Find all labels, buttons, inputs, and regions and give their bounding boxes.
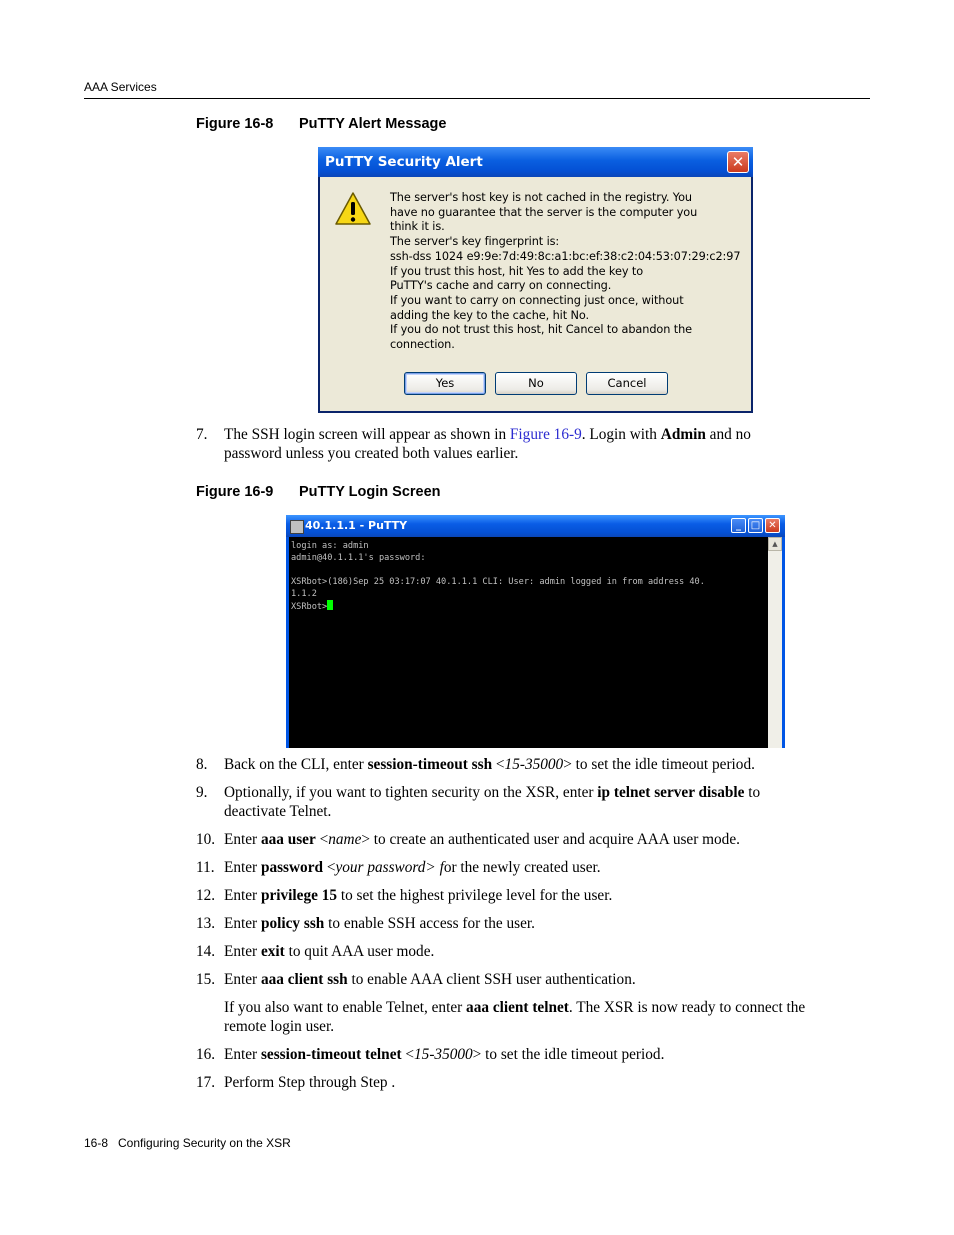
text-run: Enter — [224, 887, 261, 904]
step-number: 16. — [196, 1046, 216, 1063]
step-text — [224, 830, 740, 849]
terminal-prompt-line — [291, 600, 705, 613]
close-button[interactable]: ✕ — [765, 518, 780, 533]
terminal[interactable] — [289, 537, 768, 748]
message-line: If you want to carry on connecting just once, without — [390, 293, 684, 307]
text-run: > to set the idle timeout period. — [563, 756, 755, 773]
figure-8-caption — [196, 116, 446, 132]
text-run: < — [323, 859, 336, 876]
minimize-button[interactable]: _ — [731, 518, 746, 533]
message-line: If you do not trust this host, hit Cancel to abandon the — [390, 323, 692, 337]
step-number: 9. — [196, 784, 208, 801]
text-run: to — [744, 784, 761, 801]
alert-message — [390, 191, 740, 353]
message-line: adding the key to the cache, hit No. — [390, 308, 589, 322]
step-number: 17. — [196, 1074, 216, 1091]
putty-app-icon — [290, 520, 304, 534]
scroll-up-icon[interactable]: ▲ — [768, 537, 782, 551]
cursor — [327, 600, 333, 610]
text-run: Back on the CLI, enter — [224, 756, 368, 773]
terminal-output — [291, 540, 705, 613]
dialog-titlebar[interactable] — [318, 147, 753, 177]
step-text-line2: deactivate Telnet. — [224, 803, 332, 820]
header-section: AAA Services — [84, 80, 157, 94]
message-line: have no guarantee that the server is the computer you — [390, 205, 698, 219]
close-button[interactable]: ✕ — [727, 151, 749, 173]
step-number: 12. — [196, 887, 216, 904]
text-run: The SSH login screen will appear as shown in — [224, 426, 510, 443]
argument: 15-35000 — [414, 1046, 473, 1063]
figure-title: PuTTY Alert Message — [299, 116, 447, 132]
step-number: 8. — [196, 756, 208, 773]
terminal-line: admin@40.1.1.1's password: — [291, 553, 426, 563]
figure-title: PuTTY Login Screen — [299, 484, 441, 500]
step-text — [224, 858, 601, 877]
command: aaa client ssh — [260, 971, 348, 988]
text-run: Enter — [224, 943, 261, 960]
figure-16-9-link[interactable]: Figure 16-9 — [509, 426, 582, 443]
command: policy ssh — [260, 915, 325, 932]
text-run: and no — [705, 426, 751, 443]
dialog-title: PuTTY Security Alert — [325, 154, 483, 170]
putty-titlebar[interactable] — [286, 515, 785, 537]
prompt: XSRbot> — [291, 602, 328, 612]
message-line: If you trust this host, hit Yes to add the key to — [390, 264, 644, 278]
step-text — [224, 755, 755, 774]
command: aaa user — [260, 831, 316, 848]
argument: your password> f — [335, 859, 444, 876]
command: privilege 15 — [260, 887, 337, 904]
text-run: Enter — [224, 971, 261, 988]
command: ip telnet server disable — [597, 784, 745, 801]
terminal-line — [291, 564, 705, 576]
command: session-timeout ssh — [367, 756, 493, 773]
step-number: 7. — [196, 426, 208, 443]
putty-window — [286, 515, 785, 748]
text-run: < — [401, 1046, 415, 1063]
cancel-button[interactable]: Cancel — [586, 372, 668, 395]
text-run: Enter — [224, 859, 261, 876]
figure-9-caption — [196, 484, 441, 500]
message-line: ssh-dss 1024 e9:9e:7d:49:8c:a1:bc:ef:38:c2:04:53:07:29:c2:97 — [390, 249, 741, 263]
text-run: > to set the idle timeout period. — [472, 1046, 665, 1063]
text-run: Optionally, if you want to tighten security on the XSR, enter — [224, 784, 598, 801]
command: password — [260, 859, 324, 876]
bold-term: Admin — [660, 426, 706, 443]
text-run: Enter — [224, 915, 261, 932]
no-button[interactable]: No — [495, 372, 577, 395]
step-text — [224, 1045, 664, 1064]
page-footer: 16-8 Configuring Security on the XSR — [84, 1136, 291, 1150]
step-number: 15. — [196, 971, 216, 988]
vertical-scrollbar[interactable] — [768, 537, 782, 748]
text-run: . The XSR is now ready to connect the — [568, 999, 806, 1016]
text-run: to enable SSH access for the user. — [324, 915, 535, 932]
text-run: Enter — [224, 1046, 261, 1063]
step-text-line2: password unless you created both values earlier. — [224, 445, 519, 462]
step-15-note — [224, 998, 805, 1017]
step-number: 13. — [196, 915, 216, 932]
message-line: The server's key fingerprint is: — [390, 235, 560, 249]
step-15-note-line2: remote login user. — [224, 1018, 335, 1035]
putty-security-alert-dialog — [318, 147, 753, 413]
command: aaa client telnet — [466, 999, 569, 1016]
step-text: Perform Step through Step . — [224, 1074, 396, 1091]
step-number: 14. — [196, 943, 216, 960]
maximize-button[interactable]: □ — [748, 518, 763, 533]
argument: name — [328, 831, 362, 848]
message-line: PuTTY's cache and carry on connecting. — [390, 279, 612, 293]
message-line: connection. — [390, 338, 455, 352]
text-run: to set the highest privilege level for the user. — [337, 887, 613, 904]
command: session-timeout telnet — [260, 1046, 402, 1063]
command: exit — [260, 943, 285, 960]
figure-number: Figure 16-8 — [196, 116, 274, 132]
text-run: . Login with — [581, 426, 661, 443]
step-number: 11. — [196, 859, 215, 876]
text-run: Enter — [224, 831, 261, 848]
step-text — [224, 970, 636, 989]
text-run: to enable AAA client SSH user authentication. — [347, 971, 636, 988]
header-rule — [84, 98, 870, 99]
text-run: > to create an authenticated user and acquire AAA user mode. — [361, 831, 740, 848]
argument: 15-35000 — [504, 756, 564, 773]
step-text — [224, 425, 751, 444]
step-text — [224, 914, 535, 933]
message-line: The server's host key is not cached in the registry. You — [390, 191, 692, 204]
yes-button[interactable]: Yes — [404, 372, 486, 395]
text-run: to quit AAA user mode. — [284, 943, 435, 960]
step-number: 10. — [196, 831, 216, 848]
figure-number: Figure 16-9 — [196, 484, 274, 500]
step-text — [224, 783, 760, 802]
warning-icon — [334, 191, 372, 227]
terminal-line: 1.1.2 — [291, 589, 317, 599]
window-title: 40.1.1.1 - PuTTY — [305, 519, 408, 532]
text-run: < — [315, 831, 329, 848]
text-run: If you also want to enable Telnet, enter — [224, 999, 467, 1016]
text-run: or the newly created user. — [443, 859, 601, 876]
terminal-line: XSRbot>(186)Sep 25 03:17:07 40.1.1.1 CLI: User: admin logged in from address 40. — [291, 577, 705, 587]
step-text — [224, 886, 612, 905]
text-run: < — [492, 756, 505, 773]
step-text — [224, 942, 434, 961]
message-line: think it is. — [390, 220, 445, 234]
terminal-line: login as: admin — [291, 541, 369, 551]
